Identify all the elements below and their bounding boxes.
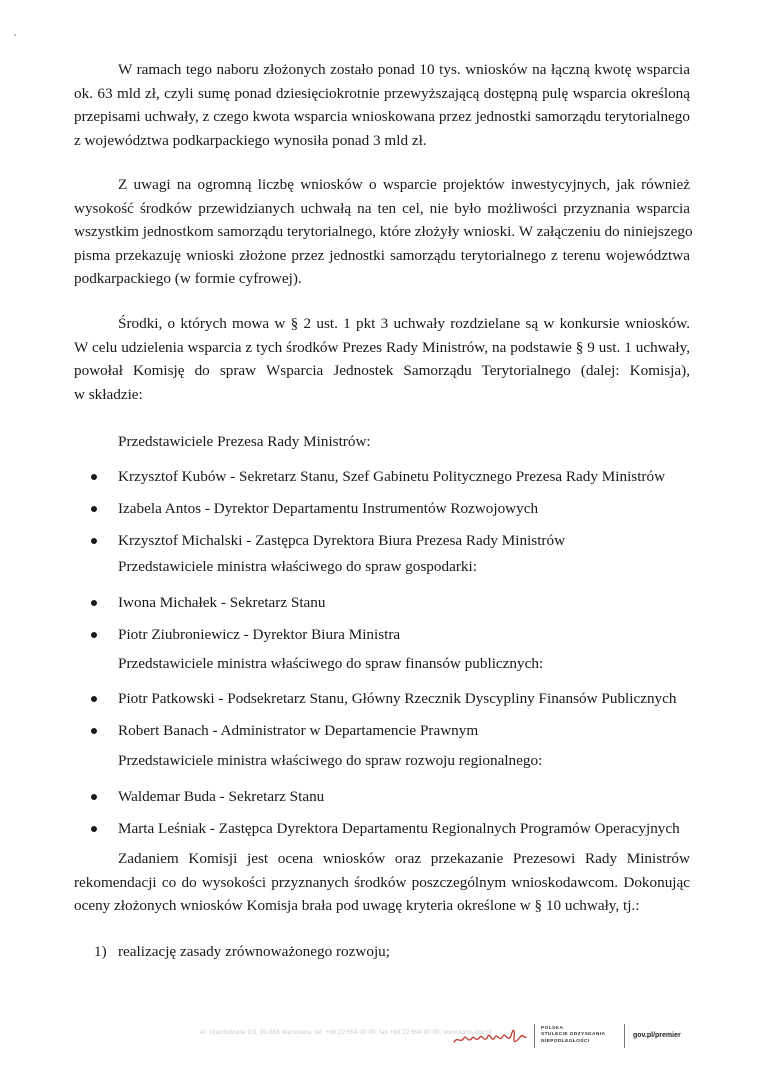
paragraph-line: Zadaniem Komisji jest ocena wniosków oraz przekazanie Prezesowi Rady Ministrów <box>118 850 690 867</box>
criteria-number: 1) <box>94 943 107 960</box>
member-list <box>0 465 764 561</box>
paragraph-1 <box>74 58 690 152</box>
bullet-icon <box>91 696 97 702</box>
bullet-icon <box>91 600 97 606</box>
member-text: Izabela Antos - Dyrektor Departamentu Instrumentów Rozwojowych <box>118 500 539 517</box>
paragraph-line: W ramach tego naboru złożonych zostało ponad 10 tys. wniosków na łączną kwotę wsparcia <box>118 61 690 78</box>
bullet-icon <box>91 506 97 512</box>
paragraph-line: wszystkim jednostkom samorządu terytorialnego, które złożyły wnioski. W załączeniu do niniejszego <box>74 223 693 240</box>
member-text: Piotr Ziubroniewicz - Dyrektor Biura Ministra <box>118 626 401 643</box>
paragraph-line: wysokość środków przewidzianych uchwałą na ten cel, nie było możliwości przyznania wsparcia <box>74 199 690 217</box>
paragraph-line: powołał Komisję do spraw Wsparcia Jednostek Samorządu Terytorialnego (dalej: Komisja), <box>74 362 690 379</box>
member-item <box>0 687 764 719</box>
footer-divider <box>534 1024 535 1048</box>
member-item <box>0 497 764 529</box>
paragraph-line: rekomendacji co do wysokości przyznanych środków poszczególnym wnioskodawcom. Dokonując <box>74 873 690 891</box>
paragraph-line: W celu udzielenia wsparcia z tych środków Prezes Rady Ministrów, na podstawie § 9 ust. 1 uchwały, <box>74 338 690 356</box>
paragraph-line: z województwa podkarpackiego wynosiła ponad 3 mld zł. <box>74 131 427 149</box>
org-line: NIEPODLEGŁOŚCI <box>541 1038 590 1044</box>
criteria-item <box>94 940 390 964</box>
member-text: Iwona Michałek - Sekretarz Stanu <box>118 594 326 611</box>
group-heading: Przedstawiciele ministra właściwego do spraw rozwoju regionalnego: <box>118 752 543 769</box>
member-text: Marta Leśniak - Zastępca Dyrektora Departamentu Regionalnych Programów Operacyjnych <box>118 820 680 837</box>
member-item <box>0 719 764 751</box>
polska-stulecie-logo <box>541 1026 605 1045</box>
page-footer <box>0 1020 764 1060</box>
paragraph-line: Z uwagi na ogromną liczbę wniosków o wsparcie projektów inwestycyjnych, jak również <box>118 176 690 193</box>
paragraph-line: pisma przekazuję wnioski złożone przez jednostki samorządu terytorialnego z terenu województwa <box>74 246 690 264</box>
group-heading: Przedstawiciele ministra właściwego do spraw finansów publicznych: <box>118 655 544 672</box>
bullet-icon <box>91 826 97 832</box>
member-text: Waldemar Buda - Sekretarz Stanu <box>118 788 325 805</box>
member-list <box>0 591 764 655</box>
paragraph-line: w składzie: <box>74 385 143 403</box>
footer-address: Al. Ujazdowskie 1/3, 00-583 Warszawa, tel. +48 22 694 00 00, fax +48 22 694 00 00, www.kprm.gov.pl <box>200 1030 492 1036</box>
org-line: STULECIE ODZYSKANIA <box>541 1032 606 1038</box>
footer-divider <box>624 1024 625 1048</box>
paragraph-3 <box>74 312 690 406</box>
bullet-icon <box>91 632 97 638</box>
group-heading: Przedstawiciele ministra właściwego do spraw gospodarki: <box>118 558 477 575</box>
paragraph-line: podkarpackiego (w formie cyfrowej). <box>74 270 302 287</box>
member-item <box>0 591 764 623</box>
paragraph-2 <box>74 173 693 291</box>
member-item <box>0 785 764 817</box>
paragraph-4 <box>74 847 690 918</box>
member-item <box>0 817 764 849</box>
member-list <box>0 785 764 849</box>
scan-mark <box>14 34 16 36</box>
bullet-icon <box>91 538 97 544</box>
niepodlegla-signature-logo <box>452 1024 528 1050</box>
member-item <box>0 623 764 655</box>
member-item <box>0 465 764 497</box>
paragraph-line: Środki, o których mowa w § 2 ust. 1 pkt 3 uchwały rozdzielane są w konkursie wniosków. <box>118 315 690 332</box>
member-text: Krzysztof Kubów - Sekretarz Stanu, Szef Gabinetu Politycznego Prezesa Rady Ministrów <box>118 468 666 485</box>
member-text: Krzysztof Michalski - Zastępca Dyrektora Biura Prezesa Rady Ministrów <box>118 532 566 549</box>
paragraph-line: przepisami uchwały, z czego kwota wsparcia wnioskowana przez jednostki samorządu terytorialnego <box>74 108 690 125</box>
group-heading: Przedstawiciele Prezesa Rady Ministrów: <box>118 433 371 450</box>
bullet-icon <box>91 728 97 734</box>
org-line: POLSKA <box>541 1026 564 1031</box>
paragraph-line: ok. 63 mld zł, czyli sumę ponad dziesięciokrotnie przewyższającą dostępną pulę wsparcia określoną <box>74 84 690 102</box>
paragraph-line: oceny złożonych wniosków Komisja brała pod uwagę kryteria określone w § 10 uchwały, tj.: <box>74 897 640 914</box>
bullet-icon <box>91 794 97 800</box>
bullet-icon <box>91 474 97 480</box>
footer-url: gov.pl/premier <box>633 1032 681 1039</box>
member-list <box>0 687 764 751</box>
member-text: Robert Banach - Administrator w Departamencie Prawnym <box>118 722 479 739</box>
criteria-text: realizację zasady zrównoważonego rozwoju; <box>118 943 390 960</box>
member-text: Piotr Patkowski - Podsekretarz Stanu, Główny Rzecznik Dyscypliny Finansów Publicznych <box>118 690 677 707</box>
